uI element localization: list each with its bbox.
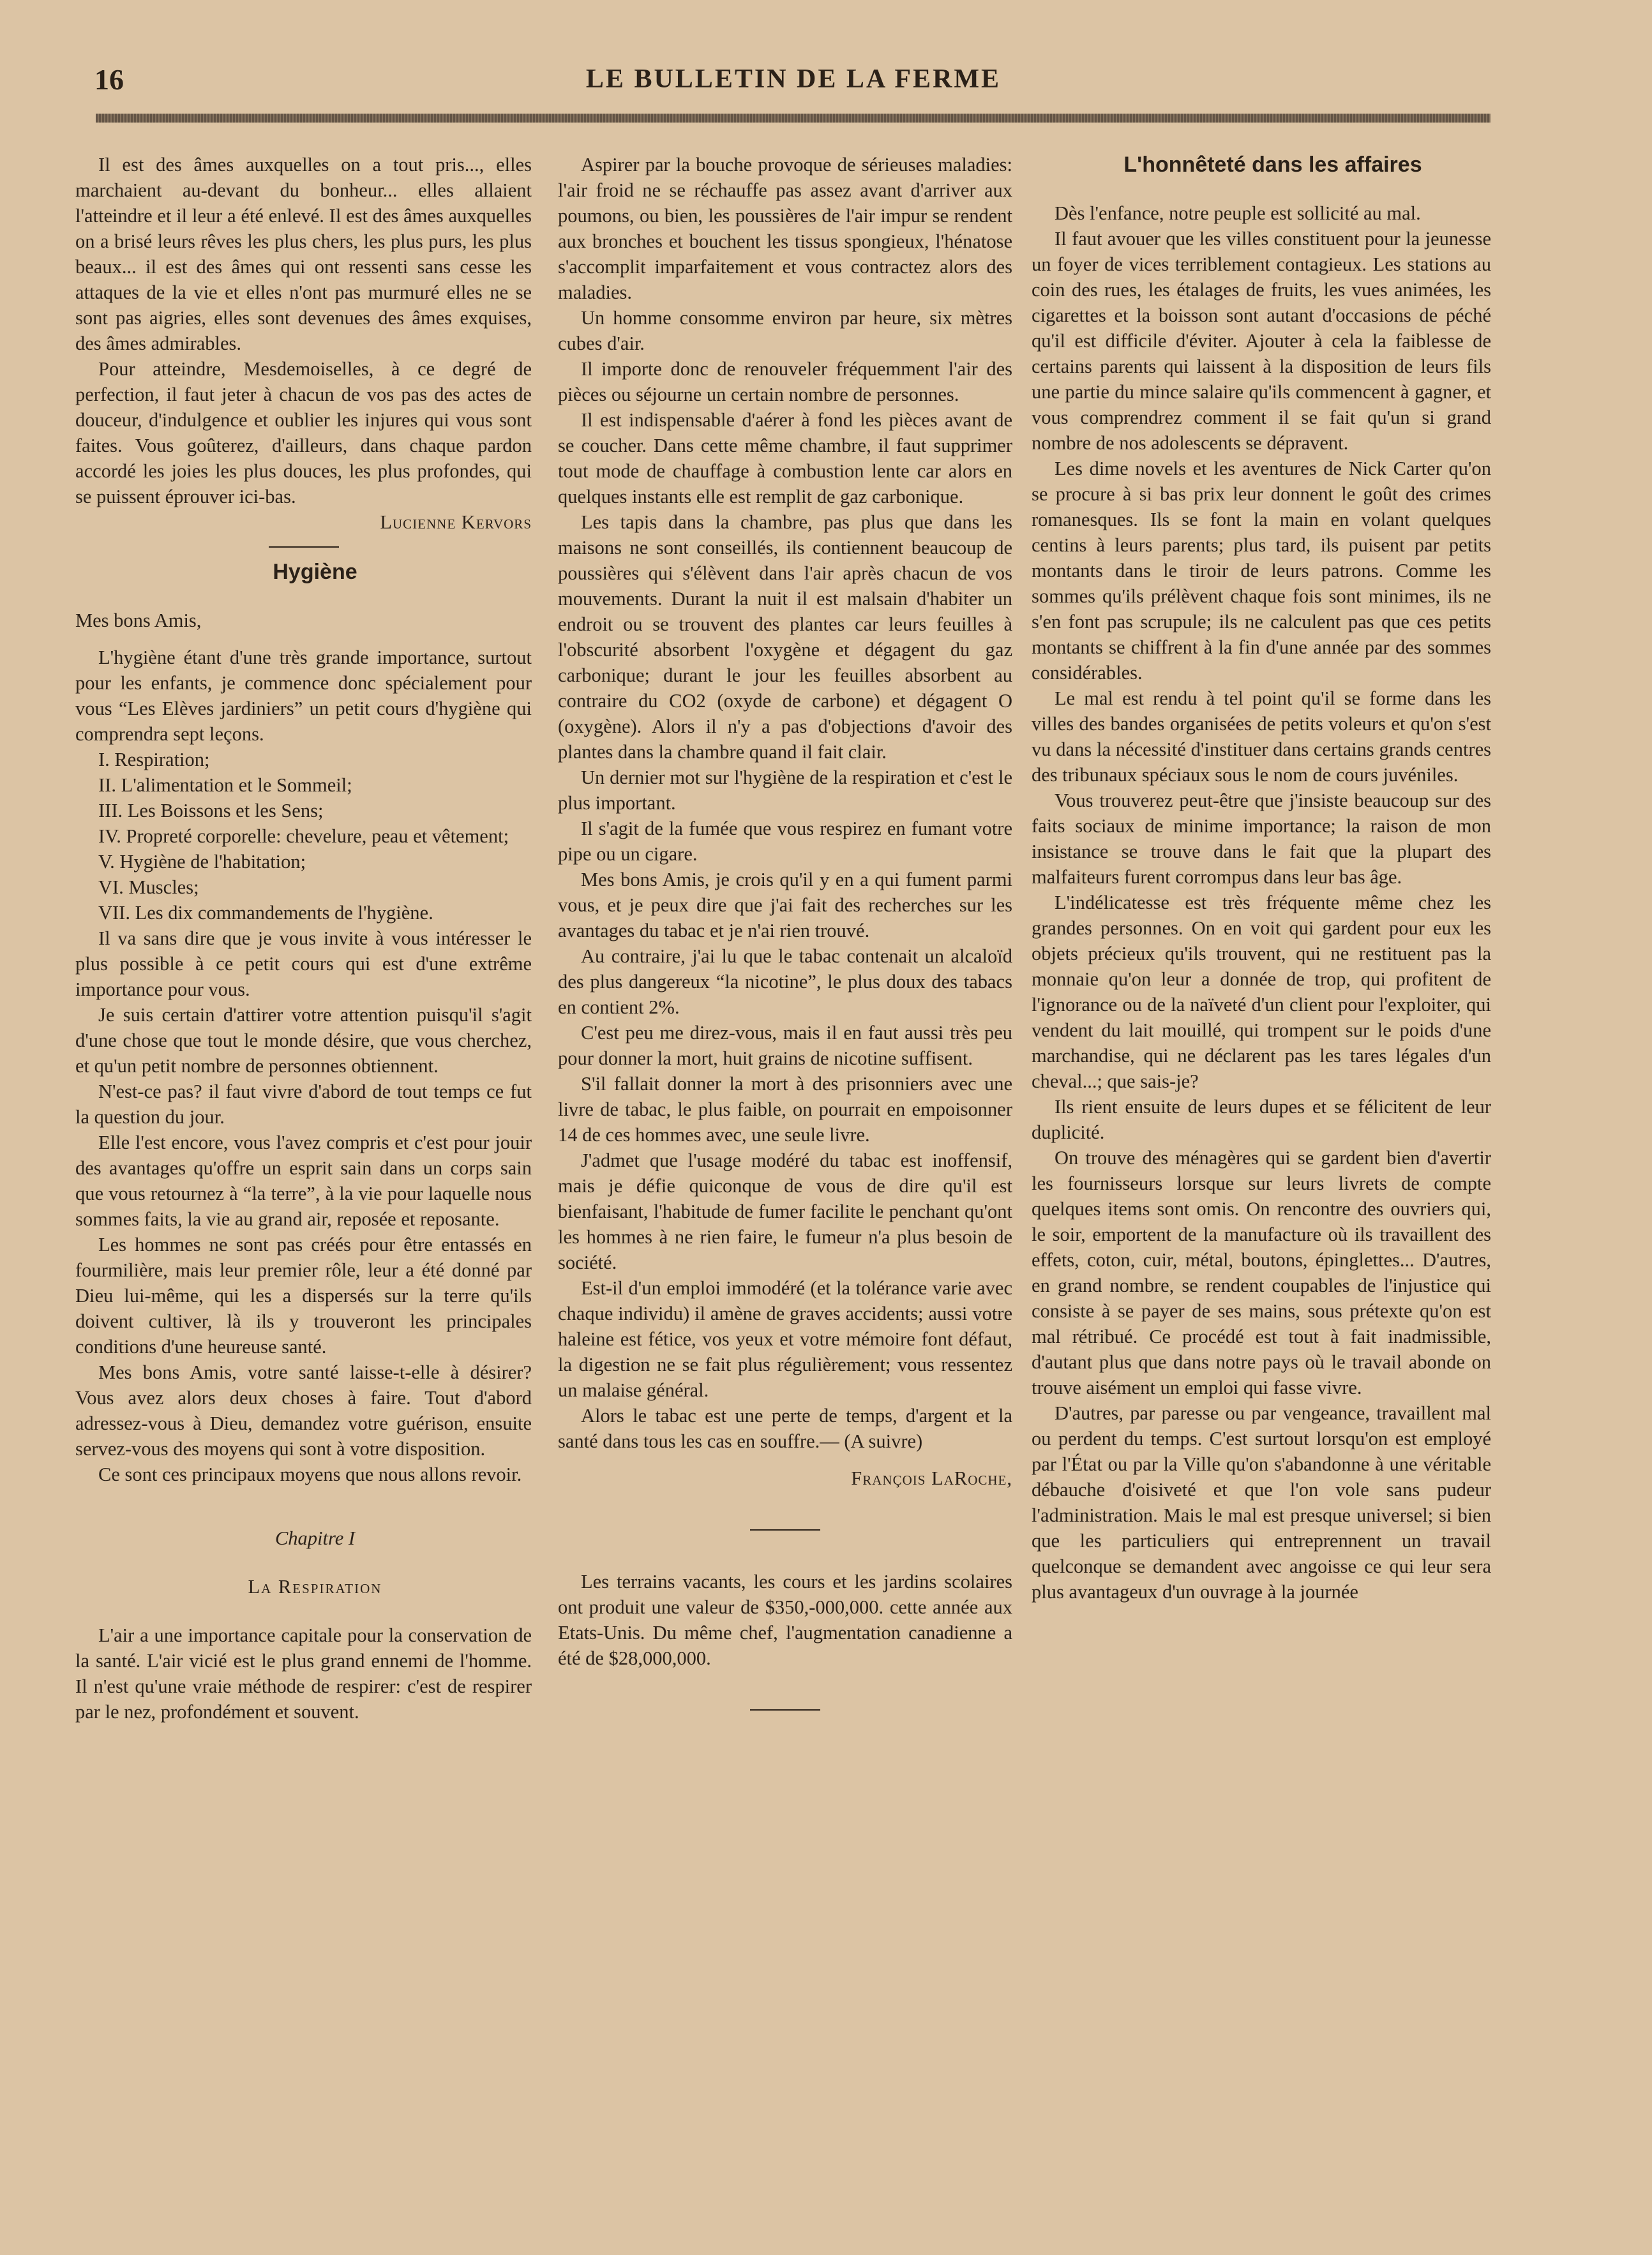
column-2 bbox=[558, 152, 1012, 1711]
paragraph: Ce sont ces principaux moyens que nous allons revoir. bbox=[98, 1464, 522, 1485]
column-3 bbox=[1032, 152, 1491, 1605]
chapter-heading: Chapitre I bbox=[274, 1527, 356, 1549]
paragraph: Au contraire, j'ai lu que le tabac contenait un alcaloïd des plus dangereux “la nicotine”, le plus doux des tabacs en contient 2%. bbox=[558, 945, 1012, 1018]
page-number: 16 bbox=[94, 63, 124, 96]
paragraph: Je suis certain d'attirer votre attention puisqu'il s'agit d'une chose que tout le monde désire, que vous cherchez, et qu'un petit nombre de personnes obtiennent. bbox=[75, 1004, 532, 1077]
salutation: Mes bons Amis, bbox=[75, 610, 202, 631]
paragraph: Les tapis dans la chambre, pas plus que dans les maisons ne sont conseillés, ils contiennent beaucoup de poussières qui s'élèvent dans l'air après chacun de vos mouvements. Durant la nuit il est malsain d'habiter un endroit ou se trouvent des plantes car leurs feuilles à l'obscurité absorbent l'oxygène et dégagent du gaz carbonique; durant le jour les feuilles absorbent au contraire du CO2 (oxyde de carbone) et dégagent O (oxygène). Alors il n'y a pas d'objections d'avoir des plantes dans la chambre quand il fait clair. bbox=[558, 511, 1012, 763]
paragraph: Mes bons Amis, je crois qu'il y en a qui fument parmi vous, et je peux dire que j'ai fait des recherches sur les avantages du tabac et je n'ai rien trouvé. bbox=[558, 869, 1012, 941]
list-item: IV. Propreté corporelle: chevelure, peau et vêtement; bbox=[98, 825, 509, 847]
paragraph: Aspirer par la bouche provoque de sérieuses maladies: l'air froid ne se réchauffe pas assez avant d'arriver aux poumons, ou bien, les poussières de l'air impur se rendent aux bronches et bouchent les tissus spongieux, l'hénatose s'accomplit imparfaitement et vous contractez alors des maladies. bbox=[558, 154, 1012, 303]
paragraph: Les hommes ne sont pas créés pour être entassés en fourmilière, mais leur premier rôle, leur a été donné par Dieu lui-même, qui les a dispersés sur la terre qu'ils doivent cultiver, là ils y trouveront les principales conditions d'une heureuse santé. bbox=[75, 1234, 532, 1358]
paragraph: Les terrains vacants, les cours et les jardins scolaires ont produit une valeur de $350,-000,000. cette année aux Etats-Unis. Du même chef, l'augmentation canadienne a été de $28,000,000. bbox=[558, 1571, 1012, 1669]
column-1 bbox=[75, 152, 532, 1725]
paragraph: Ils rient ensuite de leurs dupes et se félicitent de leur duplicité. bbox=[1032, 1096, 1491, 1143]
paragraph: Il est des âmes auxquelles on a tout pris..., elles marchaient au-devant du bonheur... elles allaient l'atteindre et il leur a été enlevé. Il est des âmes auxquelles on a brisé leurs rêves les plus chers, les plus purs, les plus beaux... il est des âmes qui ont ressenti sans cesse les attaques de la vie et elles n'ont pas murmuré elles ne se sont pas aigries, elles sont devenues des âmes exquises, des âmes admirables. bbox=[75, 154, 532, 354]
chapter-title: La Respiration bbox=[248, 1576, 382, 1598]
list-item: VI. Muscles; bbox=[98, 876, 199, 898]
divider bbox=[750, 1709, 820, 1711]
signature: Lucienne Kervors bbox=[380, 511, 532, 533]
paragraph: Elle l'est encore, vous l'avez compris et c'est pour jouir des avantages qu'offre un esprit sain dans un corps sain que vous retournez à “la terre”, à la vie pour laquelle nous sommes faits, la vie au grand air, reposée et reposante. bbox=[75, 1132, 532, 1230]
paragraph: Le mal est rendu à tel point qu'il se forme dans les villes des bandes organisées de petits voleurs et qu'on s'est vu dans la nécessité d'instituer dans certains grands centres des tribunaux spéciaux sous le nom de cours juvéniles. bbox=[1032, 687, 1491, 786]
paragraph: L'hygiène étant d'une très grande importance, surtout pour les enfants, je commence donc spécialement pour vous “Les Elèves jardiniers” un petit cours d'hygiène qui comprendra sept leçons. bbox=[75, 647, 532, 745]
paragraph: Mes bons Amis, votre santé laisse-t-elle à désirer? Vous avez alors deux choses à faire. Tout d'abord adressez-vous à Dieu, demandez votre guérison, ensuite servez-vous des moyens qui sont à votre disposition. bbox=[75, 1361, 532, 1460]
article-title: L'honnêteté dans les affaires bbox=[1123, 153, 1422, 177]
paragraph: D'autres, par paresse ou par vengeance, travaillent mal ou perdent du temps. C'est surtout lorsqu'on est employé par l'État ou par la Ville qu'on s'abandonne à une véritable débauche d'oisiveté et que l'on vole sans pudeur l'administration. Mais le mal est presque universel; si bien que les particuliers qui entreprennent un travail quelconque se demandent avec angoisse ce qui leur sera plus avantageux d'un ouvrage à la journée bbox=[1032, 1402, 1491, 1603]
paragraph: Est-il d'un emploi immodéré (et la tolérance varie avec chaque individu) il amène de graves accidents; aussi votre haleine est fétice, vos yeux et votre mémoire font défaut, la digestion ne se fait plus régulièrement; vous ressentez un malaise général. bbox=[558, 1277, 1012, 1401]
masthead: LE BULLETIN DE LA FERME bbox=[585, 64, 1002, 94]
paragraph: Vous trouverez peut-être que j'insiste beaucoup sur des faits sociaux de minime importance; la raison de mon insistance se trouve dans le fait que la plupart des malfaiteurs furent corrompus dans leur bas âge. bbox=[1032, 790, 1491, 888]
paragraph: Les dime novels et les aventures de Nick Carter qu'on se procure à si bas prix leur donnent le goût des crimes romanesques. Ils se font la main en volant quelques centins à leurs parents; plus tard, ils puisent par petits montants dans le tiroir de leurs patrons. Comme les sommes qu'ils prélèvent chaque fois sont minimes, ils ne s'en font pas scrupule; ils ne calculent pas que ces petits montants se chiffrent à la fin d'une année par des sommes considérables. bbox=[1032, 458, 1491, 684]
paragraph: Pour atteindre, Mesdemoiselles, à ce degré de perfection, il faut jeter à chacun de vos pas des actes de douceur, d'indulgence et oublier les injures qui vous sont faites. Vous goûterez, d'ailleurs, dans chaque pardon accordé les joies les plus douces, les plus profondes, qui se puissent éprouver ici-bas. bbox=[75, 358, 532, 507]
lesson-list bbox=[75, 747, 532, 925]
article-title: Hygiène bbox=[273, 560, 357, 584]
paragraph: J'admet que l'usage modéré du tabac est inoffensif, mais je défie quiconque de vous de dire qu'il est bienfaisant, l'habitude de fumer facilite le penchant qu'ont les hommes à ne rien faire, le fumeur n'a plus besoin de société. bbox=[558, 1150, 1012, 1273]
paragraph: Un homme consomme environ par heure, six mètres cubes d'air. bbox=[558, 307, 1012, 354]
paragraph: N'est-ce pas? il faut vivre d'abord de tout temps ce fut la question du jour. bbox=[75, 1081, 532, 1128]
list-item: III. Les Boissons et les Sens; bbox=[98, 800, 324, 821]
list-item: VII. Les dix commandements de l'hygiène. bbox=[98, 902, 433, 924]
header-rule bbox=[96, 114, 1491, 123]
paragraph: C'est peu me direz-vous, mais il en faut aussi très peu pour donner la mort, huit grains de nicotine suffisent. bbox=[558, 1022, 1012, 1069]
paragraph: L'air a une importance capitale pour la conservation de la santé. L'air vicié est le plus grand ennemi de l'homme. Il n'est qu'une vraie méthode de respirer: c'est de respirer par le nez, profondément et souvent. bbox=[75, 1624, 532, 1723]
paragraph: Alors le tabac est une perte de temps, d'argent et la santé dans tous les cas en souffre.— (A suivre) bbox=[558, 1405, 1012, 1452]
paragraph: Un dernier mot sur l'hygiène de la respiration et c'est le plus important. bbox=[558, 767, 1012, 814]
paragraph: Il va sans dire que je vous invite à vous intéresser le plus possible à ce petit cours qui est d'une extrême importance pour vous. bbox=[75, 927, 532, 1000]
paragraph: On trouve des ménagères qui se gardent bien d'avertir les fournisseurs lorsque sur leurs livrets de compte quelques items sont omis. On rencontre des ouvriers qui, le soir, emportent de la manufacture où ils travaillent des effets, coton, cuir, métal, boutons, épinglettes... D'autres, en grand nombre, se rendent coupables de l'injustice qui consiste à se payer de ses mains, sous prétexte qu'on est mal rétribué. Ce procédé est tout à fait inadmissible, d'autant plus que dans notre pays où le travail abonde on trouve aisément un emploi qui fasse vivre. bbox=[1032, 1147, 1491, 1398]
paragraph: Il importe donc de renouveler fréquemment l'air des pièces ou séjourne un certain nombre de personnes. bbox=[558, 358, 1012, 405]
page-header bbox=[94, 63, 1492, 101]
paragraph: Il est indispensable d'aérer à fond les pièces avant de se coucher. Dans cette même chambre, il faut supprimer tout mode de chauffage à combustion lente car alors en quelques instants elle est remplit de gaz carbonique. bbox=[558, 409, 1012, 507]
list-item: I. Respiration; bbox=[98, 749, 210, 770]
paragraph: Il faut avouer que les villes constituent pour la jeunesse un foyer de vices terriblement contagieux. Les stations au coin des rues, les étalages de fruits, les vues animées, les cigarettes et la boisson sont autant d'occasions de péché qu'il est difficile d'éviter. Ajouter à cela la faiblesse de certains parents qui laissent à la disposition de leurs fils une partie du mince salaire qu'ils commencent à gagner, et vous comprendrez comment il se fait qu'un si grand nombre de nos adolescents se dépravent. bbox=[1032, 228, 1491, 454]
list-item: II. L'alimentation et le Sommeil; bbox=[98, 774, 352, 796]
paragraph: S'il fallait donner la mort à des prisonniers avec une livre de tabac, le plus faible, on pourrait en empoisonner 14 de ces hommes avec, une seule livre. bbox=[558, 1073, 1012, 1146]
signature: François LaRoche, bbox=[851, 1467, 1012, 1489]
paragraph: L'indélicatesse est très fréquente même chez les grandes personnes. On en voit qui gardent pour eux les objets précieux qu'ils trouvent, qui ne restituent pas la monnaie qu'on leur a donnée de trop, qui profitent de l'ignorance ou de la naïveté d'un client pour l'exploiter, qui vendent du lait mouillé, qui trompent sur le poids d'une marchandise, qui ne déclarent pas les tares légales d'un cheval...; que sais-je? bbox=[1032, 892, 1491, 1092]
list-item: V. Hygiène de l'habitation; bbox=[98, 851, 306, 873]
paragraph: Il s'agit de la fumée que vous respirez en fumant votre pipe ou un cigare. bbox=[558, 818, 1012, 865]
paragraph: Dès l'enfance, notre peuple est sollicité au mal. bbox=[1055, 202, 1421, 224]
